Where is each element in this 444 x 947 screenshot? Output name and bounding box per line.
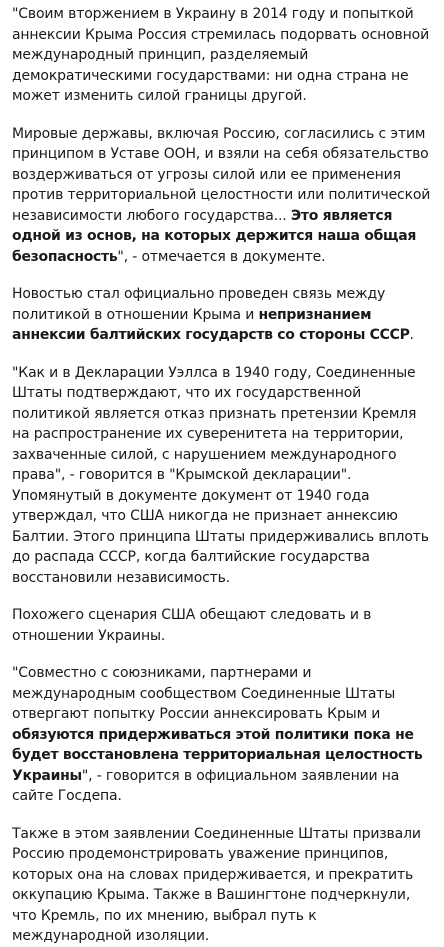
paragraph-text: Также в этом заявлении Соединенные Штаты призвали Россию продемонстрировать уважение принципов, которых она на словах придерживается, и прекратить оккупацию Крыма. Также в Вашингтоне подчеркнули, что Кремль, по их мнению, выбрал путь к международной изоляции. [12,825,421,944]
highlighted-text: непризнанием аннексии балтийских государств со стороны СССР [12,306,410,343]
paragraph-text-tail: ", - говорится в официальном заявлении на сайте Госдепа. [12,767,400,804]
paragraph-text: "Как и в Декларации Уэллса в 1940 году, Соединенные Штаты подтверждают, что их государственной политикой является отказ признать претензии Кремля на распространение их суверенитета на территории, захваченные силой, с нарушением международного права", - говорится в "Крымской декларации". Упомянутый в документе документ от 1940 года утверждал, что США никогда не признает аннексию Балтии. Этого принципа Штаты придерживались вплоть до распада СССР, когда балтийские государства восстановили независимость. [12,364,429,586]
highlighted-text: Это является одной из основ, на которых держится наша общая безопасность [12,207,417,265]
paragraph-text: Новостью стал официально проведен связь между политикой в отношении Крыма и [12,286,386,323]
paragraph-world-powers [12,124,434,268]
highlighted-text: обязуются придерживаться этой политики пока не будет восстановлена территориальная целостность Украины [12,726,423,784]
paragraph-text-tail: ", - отмечается в документе. [117,248,326,265]
paragraph-text: Мировые державы, включая Россию, согласились с этим принципом в Уставе ООН, и взяли на себя обязательство воздерживаться от угрозы силой или ее применения против территориальной целостности или политической независимости любого государства... [12,125,431,224]
paragraph-text: "Совместно с союзниками, партнерами и международным сообществом Соединенные Штаты отвергают попытку России аннексировать Крым и [12,665,396,722]
paragraph-text-tail: . [409,327,414,343]
paragraph-novelty [12,284,434,346]
paragraph-allies [12,663,434,807]
paragraph-similar [12,605,434,646]
paragraph-statement [12,824,434,947]
paragraph-welles [12,363,434,589]
paragraph-text: "Своим вторжением в Украину в 2014 году и попыткой аннексии Крыма Россия стремилась подорвать основной международный принцип, разделяемый демократическими государствами: ни одна страна не может изменить силой границы другой. [12,6,430,104]
paragraph-text: Похожего сценария США обещают следовать и в отношении Украины. [12,607,372,644]
paragraph-quote-intro [12,4,434,107]
